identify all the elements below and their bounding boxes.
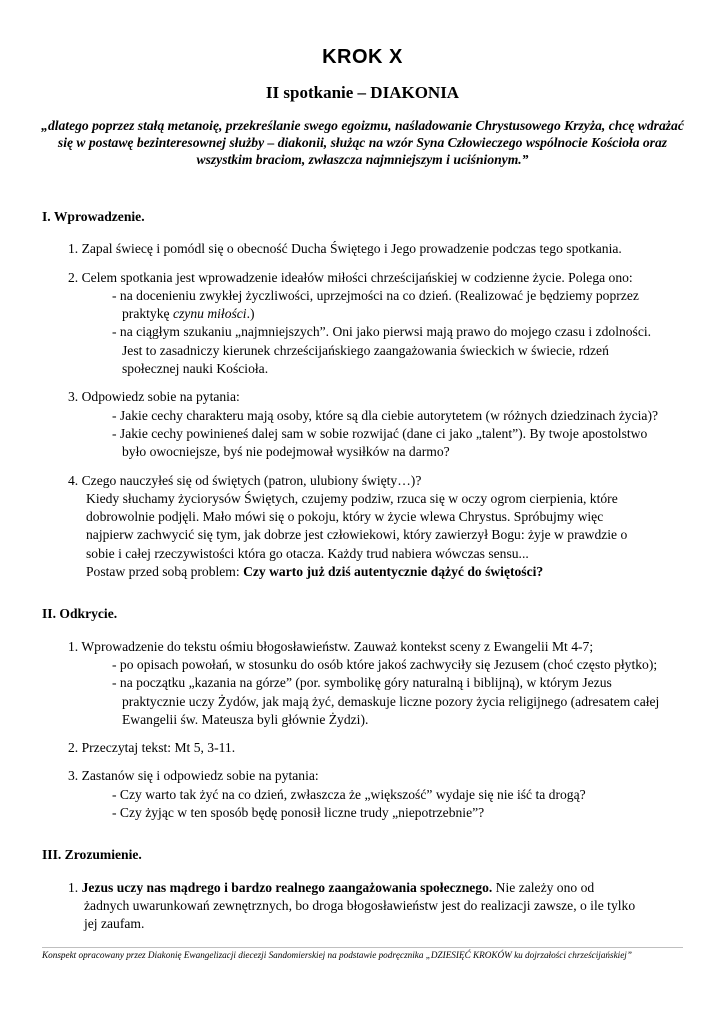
section-gap [42,832,692,846]
discovery-point-a-line-1: - po opisach powołań, w stosunku do osób które jakoś zachwyciły się Jezusem (choć często płytko); [112,656,658,672]
problem-question: Czy warto już dziś autentycznie dążyć do świętości? [243,564,544,580]
motto-quote: „dlatego poprzez stałą metanoię, przekreślanie swego egoizmu, naśladowanie Chrystusowego Krzyża, chcę wdrażać się w postawę bezinteresownej służby – diakonii, służąc na wzór Syna Człowieczego wspólnocie Kościoła oraz wszystkim braciom, zwłaszcza najmniejszym i uciśnionym.” [41,118,684,167]
understanding-line-2: żadnych uwarunkowań zewnętrznych, bo droga błogosławieństw jest do realizacji zawsze, o ile tylko [84,897,636,913]
intro-item-3-question-a [112,407,692,425]
point-a-end: .) [246,306,255,322]
point-b-line-2: Jest to zasadniczy kierunek chrześcijańskiego zaangażowania świeckich w świecie, rdzeń [122,342,609,358]
understanding-rest: Nie zależy ono od [492,879,595,895]
intro-item-4 [68,472,692,582]
discovery-item-1-lead: 1. Wprowadzenie do tekstu ośmiu błogosławieństw. Zauważ kontekst sceny z Ewangelii Mt 4-7; [68,638,594,654]
point-a-text: praktykę [122,306,173,322]
section-heading-introduction: I. Wprowadzenie. [42,209,145,224]
intro-item-3-lead: 3. Odpowiedz sobie na pytania: [68,389,240,405]
understanding-item-1 [68,879,692,934]
section-gap [42,591,692,605]
understanding-line-3: jej zaufam. [84,916,145,932]
point-a-line-1: - na docenieniu zwykłej życzliwości, uprzejmości na co dzień. (Realizować je będziemy poprzez [112,287,639,303]
discovery-item-3 [68,767,692,822]
intro-item-2-point-b [112,323,692,378]
question-b-line-1: - Jakie cechy powinieneś dalej sam w sobie rozwijać (dane ci jako „talent”). By twoje apostolstwo [112,425,648,441]
discovery-point-b-line-1: - na początku „kazania na górze” (por. symbolikę góry naturalną i biblijną), w którym Jezus [112,675,612,691]
question-b-line-2: było owocniejsze, byś nie podejmował wysiłków na darmo? [122,444,450,460]
discovery-question-a: - Czy warto tak żyć na co dzień, zwłaszcza że „większość” wydaje się nie iść ta drogą? [112,786,586,802]
question-a-line-1: - Jakie cechy charakteru mają osoby, które są dla ciebie autorytetem (w różnych dziedzinach życia)? [112,407,658,423]
saints-line-4: sobie i całej rzeczywistości która go otacza. Każdy trud nabiera wówczas sensu... [86,545,529,561]
intro-item-3-question-b [112,425,692,462]
saints-line-5 [86,563,692,581]
discovery-item-3-question-a [112,786,692,804]
page-title: KROK X [322,46,403,68]
intro-item-2-lead: 2. Celem spotkania jest wprowadzenie ideałów miłości chrześcijańskiej w codzienne życie. Polega ono: [68,269,633,285]
section-heading-discovery: II. Odkrycie. [42,606,118,622]
problem-lead: Postaw przed sobą problem: [86,564,244,580]
saints-line-2: dobrowolnie podjęli. Mało mówi się o pokoju, który w życie wlewa Chrystus. Spróbujmy więc [86,509,604,525]
page-subtitle: II spotkanie – DIAKONIA [265,83,460,102]
saints-line-3: najpierw zachwycić się tym, jak dobrze jest człowiekowi, który zawierzył Bogu: żyje w prawdzie o [86,527,628,543]
page-footer: Konspekt opracowany przez Diakonię Ewangelizacji diecezji Sandomierskiej na podstawie podręcznika „DZIESIĘĆ KROKÓW ku dojrzałości chrześcijańskiej” [42,950,632,960]
discovery-point-b-line-2: praktycznie uczy Żydów, jak mają żyć, demaskuje liczne pozory życia religijnego (adresatem całej [122,693,660,709]
point-a-emphasis: czynu miłości [172,306,247,322]
document-body [42,208,692,944]
intro-item-2-point-a [112,287,692,324]
discovery-point-b-line-3: Ewangelii św. Mateusza byli głównie Żydzi). [122,711,369,727]
intro-item-1: 1. Zapal świecę i pomódl się o obecność Ducha Świętego i Jego prowadzenie podczas tego spotkania. [68,241,622,257]
discovery-item-3-lead: 3. Zastanów się i odpowiedz sobie na pytania: [68,768,319,784]
point-a-line-2 [122,305,692,323]
intro-item-4-paragraph [86,490,692,581]
intro-item-4-lead: 4. Czego nauczyłeś się od świętych (patron, ulubiony święty…)? [68,472,422,488]
discovery-item-1 [68,638,692,729]
discovery-item-2: 2. Przeczytaj tekst: Mt 5, 3-11. [68,740,236,756]
footer-divider [42,947,683,948]
point-b-line-1: - na ciągłym szukaniu „najmniejszych”. Oni jako pierwsi mają prawo do mojego czasu i zdolności. [112,324,652,340]
discovery-item-3-question-b [112,804,692,822]
section-heading-understanding: III. Zrozumienie. [42,847,142,863]
saints-line-1: Kiedy słuchamy życiorysów Świętych, czujemy podziw, rzuca się w oczy ogrom cierpienia, które [86,490,618,506]
understanding-bold-statement: Jezus uczy nas mądrego i bardzo realnego zaangażowania społecznego. [81,879,493,895]
point-b-line-3: społecznej nauki Kościoła. [122,361,269,377]
discovery-question-b: - Czy żyjąc w ten sposób będę ponosił liczne trudy „niepotrzebnie”? [112,805,485,821]
intro-item-2 [68,269,692,379]
understanding-line-1 [68,879,692,897]
discovery-item-1-point-b [112,674,692,729]
understanding-number: 1. [68,879,82,895]
discovery-item-1-point-a [112,656,692,674]
intro-item-3 [68,388,692,461]
